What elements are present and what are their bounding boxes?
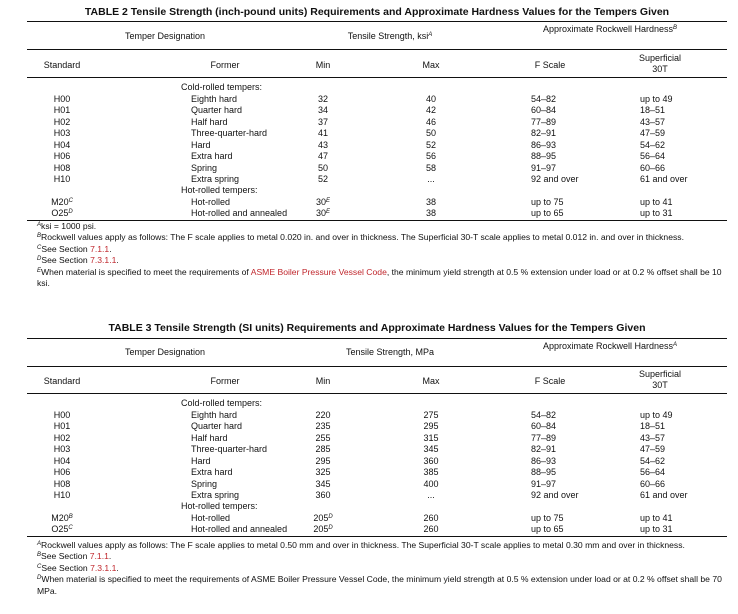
cell-min: 37	[317, 116, 328, 127]
cell-standard: H00	[53, 409, 71, 420]
cell-max: 345	[423, 444, 439, 454]
cell-max: 295	[423, 421, 439, 431]
cell-superficial: 47–59	[640, 444, 666, 454]
cell-former: Half hard	[191, 432, 228, 443]
cell-former: Quarter hard	[191, 421, 243, 431]
table2-col-standard: Standard	[43, 60, 81, 70]
cell-superficial: 43–57	[640, 432, 666, 443]
cell-f-scale: up to 65	[531, 208, 564, 218]
cell-superficial: 61 and over	[640, 490, 688, 500]
table3-col-former: Former	[210, 376, 240, 386]
cell-former: Hot-rolled	[191, 512, 231, 523]
cell-former: Hot-rolled and annealed	[191, 208, 288, 218]
cell-standard: H10	[53, 490, 71, 500]
cell-f-scale: 92 and over	[531, 490, 579, 500]
cell-f-scale: 60–84	[531, 421, 557, 431]
table3-header-tensile: Tensile Strength, MPa	[345, 347, 435, 357]
cell-standard: $O25^C$	[51, 524, 73, 534]
table2-footnote-b: $^B$Rockwell values apply as follows: The F scale applies to metal 0.020 in. and over in thickness. The Superficial 30-T scale applies to metal 0.012 in. and over in thickness.	[37, 232, 684, 243]
section-7-1-1-link[interactable]: 7.1.1	[89, 551, 109, 562]
table3-col-superficial: Superficial 30T	[638, 369, 682, 390]
cell-f-scale: 77–89	[531, 116, 557, 127]
cell-min: $205^D$	[313, 512, 333, 523]
cell-min: 360	[315, 490, 331, 500]
table2-top-rule	[27, 21, 727, 22]
cell-superficial: 60–66	[640, 478, 666, 489]
cell-max: ...	[427, 490, 435, 500]
cell-min: 47	[317, 151, 328, 161]
cell-min: 345	[315, 478, 331, 489]
cell-f-scale: 92 and over	[531, 174, 579, 184]
cell-max: 38	[425, 196, 436, 207]
cell-max: 260	[423, 524, 439, 534]
cell-standard: H08	[53, 162, 71, 173]
table2-header-bottom-rule	[27, 77, 727, 78]
cell-max: 400	[423, 478, 439, 489]
cell-superficial: 56–64	[640, 151, 666, 161]
cell-standard: H02	[53, 432, 71, 443]
cell-max: 56	[425, 151, 436, 161]
cell-superficial: 47–59	[640, 128, 666, 138]
cell-min: 285	[315, 444, 331, 454]
table3-footnote-a: $^A$Rockwell values apply as follows: The F scale applies to metal 0.50 mm and over in thickness. The Superficial 30-T scale applies to metal 0.30 mm and over in thickness.	[37, 540, 685, 550]
table3-title: TABLE 3 Tensile Strength (SI units) Requirements and Approximate Hardness Values for the Tempers Given	[108, 322, 646, 334]
cell-max: 40	[425, 93, 436, 104]
cell-f-scale: 88–95	[531, 151, 557, 161]
cell-former: Half hard	[191, 116, 228, 127]
cell-max: 50	[425, 128, 436, 138]
cell-former: Hot-rolled and annealed	[191, 524, 288, 534]
cell-min: 325	[315, 467, 331, 477]
cell-standard: H03	[53, 444, 71, 454]
cell-standard: $M20^B$	[51, 512, 73, 523]
cell-standard: H04	[53, 455, 71, 466]
table3-col-min: Min	[315, 376, 331, 386]
cell-former: Eighth hard	[191, 93, 238, 104]
table2-col-min: Min	[315, 60, 331, 70]
cell-former: Hard	[191, 455, 211, 466]
cell-max: 46	[425, 116, 436, 127]
table2-header-tensile: Tensile Strength, ksi$^A$	[347, 31, 433, 41]
cell-f-scale: 54–82	[531, 93, 557, 104]
table2-col-fscale: F Scale	[534, 60, 566, 70]
cell-max: ...	[427, 174, 435, 184]
cell-max: 360	[423, 455, 439, 466]
cell-superficial: 43–57	[640, 116, 666, 127]
cell-max: 38	[425, 208, 436, 218]
table3-header-temper: Temper Designation	[124, 347, 206, 357]
table2-header-temper: Temper Designation	[124, 31, 206, 41]
cell-former: Quarter hard	[191, 105, 243, 115]
section-7-1-1-link[interactable]: 7.1.1	[90, 243, 110, 254]
cell-max: 315	[423, 432, 439, 443]
cell-f-scale: 60–84	[531, 105, 557, 115]
cell-min: 41	[317, 128, 328, 138]
cell-former: Spring	[191, 478, 218, 489]
cell-f-scale: 91–97	[531, 478, 557, 489]
cell-f-scale: 82–91	[531, 444, 557, 454]
cell-f-scale: up to 75	[531, 512, 564, 523]
table3-hot-label: Hot-rolled tempers:	[181, 501, 258, 511]
cell-former: Hot-rolled	[191, 196, 231, 207]
section-7-3-1-1-link[interactable]: 7.3.1.1	[90, 562, 117, 573]
cell-standard: H03	[53, 128, 71, 138]
table3-group-rule	[27, 366, 727, 367]
cell-min: 34	[317, 105, 328, 115]
cell-min: 255	[315, 432, 331, 443]
table2-col-former: Former	[210, 60, 240, 70]
table2-header-hardness: Approximate Rockwell Hardness$^B$	[542, 24, 678, 34]
table3-header-hardness: Approximate Rockwell Hardness$^A$	[542, 341, 678, 351]
cell-standard: H01	[53, 105, 71, 115]
asme-code-link[interactable]: ASME Boiler Pressure Vessel Code	[250, 266, 387, 277]
table3-col-standard: Standard	[43, 376, 81, 386]
cell-superficial: 61 and over	[640, 174, 688, 184]
cell-min: 32	[317, 93, 328, 104]
cell-standard: $M20^C$	[51, 196, 73, 207]
table3-header-bottom-rule	[27, 393, 727, 394]
cell-max: 385	[423, 467, 439, 477]
section-7-3-1-1-link[interactable]: 7.3.1.1	[90, 255, 117, 266]
cell-f-scale: 86–93	[531, 139, 557, 150]
cell-f-scale: 54–82	[531, 409, 557, 420]
cell-min: $30^E$	[315, 196, 331, 207]
table2-footnote-c: $^C$See Section 7.1.1.	[37, 243, 112, 254]
cell-former: Hard	[191, 139, 211, 150]
table2-footnote-a: $^A$ksi = 1000 psi.	[37, 221, 97, 231]
cell-superficial: 56–64	[640, 467, 666, 477]
cell-f-scale: up to 65	[531, 524, 564, 534]
cell-former: Three-quarter-hard	[191, 444, 268, 454]
cell-min: 52	[317, 174, 328, 184]
cell-max: 58	[425, 162, 436, 173]
cell-former: Eighth hard	[191, 409, 238, 420]
cell-standard: H04	[53, 139, 71, 150]
cell-min: 295	[315, 455, 331, 466]
table3-col-max: Max	[422, 376, 440, 386]
cell-superficial: 54–62	[640, 139, 666, 150]
table2-footnote-e: $^E$When material is specified to meet the requirements of ASME Boiler Pressure Vessel Code, the minimum yield strength at 0.5 % extension under load or at 0.2 % offset shall be 10 ksi.	[37, 266, 722, 289]
cell-f-scale: up to 75	[531, 196, 564, 207]
table3-footnote-d: $^D$When material is specified to meet the requirements of ASME Boiler Pressure Vessel Code, the minimum yield strength at 0.5 % extension under load or at 0.2 % offset shall be 70 MPa.	[37, 574, 722, 596]
table2-footnotes	[27, 221, 727, 289]
cell-superficial: up to 41	[640, 196, 673, 207]
cell-former: Three-quarter-hard	[191, 128, 268, 138]
cell-f-scale: 88–95	[531, 467, 557, 477]
cell-superficial: 18–51	[640, 105, 666, 115]
cell-superficial: up to 31	[640, 208, 673, 218]
cell-superficial: 18–51	[640, 421, 666, 431]
cell-superficial: up to 41	[640, 512, 673, 523]
table3-footnote-b: $^B$See Section 7.1.1.	[37, 551, 112, 562]
cell-min: 43	[317, 139, 328, 150]
cell-former: Extra hard	[191, 467, 233, 477]
table3-footnotes	[27, 540, 727, 597]
table3-footnote-c: $^C$See Section 7.3.1.1.	[37, 562, 119, 573]
table2-col-superficial: Superficial 30T	[638, 53, 682, 74]
cell-standard: H08	[53, 478, 71, 489]
table2-cold-label: Cold-rolled tempers:	[181, 82, 263, 92]
table2-title: TABLE 2 Tensile Strength (inch-pound units) Requirements and Approximate Hardness Values for the Tempers Given	[84, 6, 670, 18]
cell-standard: H06	[53, 467, 71, 477]
cell-min: $205^D$	[313, 524, 333, 534]
cell-superficial: up to 49	[640, 409, 673, 420]
cell-superficial: 54–62	[640, 455, 666, 466]
cell-max: 260	[423, 512, 439, 523]
cell-former: Extra spring	[191, 174, 240, 184]
table2-group-rule-left	[27, 49, 727, 50]
table3-cold-label: Cold-rolled tempers:	[181, 398, 263, 408]
table3-top-rule	[27, 338, 727, 339]
cell-standard: H10	[53, 174, 71, 184]
cell-max: 42	[425, 105, 436, 115]
cell-min: 235	[315, 421, 331, 431]
cell-superficial: up to 49	[640, 93, 673, 104]
cell-min: 220	[315, 409, 331, 420]
cell-min: $30^E$	[315, 208, 331, 218]
table3-col-fscale: F Scale	[534, 376, 566, 386]
cell-former: Spring	[191, 162, 218, 173]
cell-standard: H01	[53, 421, 71, 431]
cell-standard: H00	[53, 93, 71, 104]
cell-standard: $O25^D$	[51, 208, 73, 218]
cell-standard: H02	[53, 116, 71, 127]
table2-col-max: Max	[422, 60, 440, 70]
table3-bottom-rule	[27, 536, 727, 537]
table2-footnote-d: $^D$See Section 7.3.1.1.	[37, 255, 119, 266]
cell-max: 52	[425, 139, 436, 150]
cell-f-scale: 86–93	[531, 455, 557, 466]
cell-superficial: up to 31	[640, 524, 673, 534]
cell-f-scale: 82–91	[531, 128, 557, 138]
cell-former: Extra spring	[191, 490, 240, 500]
cell-f-scale: 91–97	[531, 162, 557, 173]
cell-f-scale: 77–89	[531, 432, 557, 443]
cell-max: 275	[423, 409, 439, 420]
cell-former: Extra hard	[191, 151, 233, 161]
cell-superficial: 60–66	[640, 162, 666, 173]
table2-hot-label: Hot-rolled tempers:	[181, 185, 258, 195]
cell-standard: H06	[53, 151, 71, 161]
cell-min: 50	[317, 162, 328, 173]
